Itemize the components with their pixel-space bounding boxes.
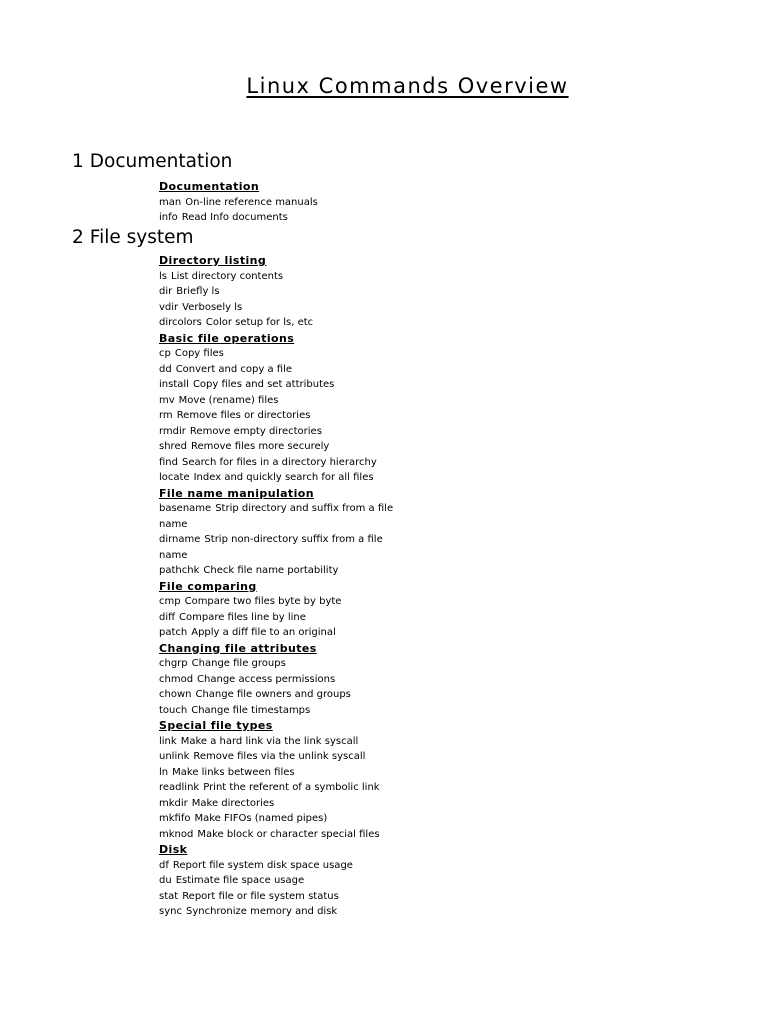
command-description: Change file owners and groups [195, 689, 351, 700]
command-name: chown [159, 689, 192, 700]
subheading-directory-listing: Directory listing [159, 254, 267, 267]
subheading-documentation: Documentation [159, 180, 260, 193]
command-description: Index and quickly search for all files [193, 472, 374, 483]
section-number: 2 [72, 227, 84, 248]
list-item [159, 346, 399, 362]
command-description: Change file timestamps [191, 704, 311, 716]
command-name: du [159, 875, 172, 886]
command-description: Report file system disk space usage [172, 859, 353, 871]
command-description: Report file or file system status [182, 890, 339, 902]
section-heading-documentation [72, 151, 232, 172]
command-name: vdir [159, 301, 179, 313]
command-name: chmod [159, 673, 194, 685]
list-item [159, 780, 399, 796]
command-description: Make links between files [172, 766, 295, 778]
command-name: basename [159, 503, 212, 514]
command-name: dir [159, 286, 173, 297]
command-description: Estimate file space usage [175, 875, 305, 886]
command-name: mv [159, 394, 175, 406]
list-item [159, 377, 399, 393]
subheading-file-name-manipulation: File name manipulation [159, 486, 314, 500]
list-item [159, 625, 399, 641]
command-name: mknod [159, 828, 194, 840]
list-item [159, 594, 399, 610]
list-item [159, 904, 399, 920]
command-name: cp [159, 348, 171, 359]
list-item [159, 749, 399, 765]
list-item [159, 501, 399, 532]
list-item [159, 610, 399, 626]
command-description: Print the referent of a symbolic link [203, 782, 380, 793]
command-description: Change access permissions [197, 673, 336, 685]
command-name: dirname [159, 534, 201, 545]
subheading-file-comparing: File comparing [159, 579, 257, 593]
list-item [159, 873, 399, 889]
section-documentation-entries [159, 179, 399, 226]
command-description: On-line reference manuals [185, 196, 318, 208]
command-name: ls [159, 270, 167, 282]
list-item [159, 656, 399, 672]
command-description: Copy files [174, 348, 224, 359]
command-name: dd [159, 363, 172, 375]
list-item [159, 532, 399, 563]
section-file-system-entries [159, 253, 399, 920]
list-item [159, 315, 399, 331]
list-item [159, 796, 399, 812]
section-title: File system [89, 227, 194, 248]
list-item [159, 300, 399, 316]
command-name: sync [159, 906, 182, 917]
section-title: Documentation [89, 151, 233, 172]
page-title: Linux Commands Overview [246, 74, 569, 98]
list-item [159, 765, 399, 781]
command-name: cmp [159, 596, 181, 607]
command-description: Remove files or directories [176, 410, 311, 421]
command-description: Make directories [191, 797, 275, 809]
command-description: Synchronize memory and disk [185, 906, 338, 917]
command-description: Remove files via the unlink syscall [193, 751, 366, 762]
list-item [159, 424, 399, 440]
list-item [159, 284, 399, 300]
list-item [159, 195, 399, 211]
list-item [159, 858, 399, 874]
command-description: Compare two files byte by byte [184, 596, 342, 607]
command-name: link [159, 735, 177, 747]
command-description: Make FIFOs (named pipes) [194, 813, 328, 824]
command-description: Remove empty directories [189, 425, 322, 437]
list-item [159, 811, 399, 827]
list-item [159, 362, 399, 378]
subheading-changing-file-attributes: Changing file attributes [159, 641, 317, 655]
command-name: unlink [159, 751, 190, 762]
command-name: locate [159, 472, 190, 483]
command-description: Move (rename) files [178, 394, 279, 406]
command-name: dircolors [159, 317, 202, 328]
command-name: mkdir [159, 797, 188, 809]
command-description: Make a hard link via the link syscall [180, 735, 359, 747]
command-description: Remove files more securely [190, 441, 330, 452]
command-description: Apply a diff file to an original [191, 627, 336, 638]
list-item [159, 269, 399, 285]
subheading-basic-file-operations: Basic file operations [159, 331, 295, 345]
list-item [159, 563, 399, 579]
list-item [159, 470, 399, 486]
list-item [159, 672, 399, 688]
command-description: Convert and copy a file [175, 363, 293, 375]
list-item [159, 408, 399, 424]
list-item [159, 687, 399, 703]
command-description: Briefly ls [176, 286, 220, 297]
command-description: Strip directory and suffix from a file name [159, 503, 394, 530]
list-item [159, 827, 399, 843]
command-description: Copy files and set attributes [192, 379, 335, 390]
list-item [159, 393, 399, 409]
command-name: ln [159, 766, 169, 778]
list-item [159, 439, 399, 455]
command-description: Search for files in a directory hierarchy [181, 456, 377, 468]
command-name: chgrp [159, 658, 188, 669]
command-description: Read Info documents [181, 212, 288, 223]
command-name: diff [159, 611, 176, 623]
list-item [159, 703, 399, 719]
command-name: install [159, 379, 189, 390]
command-name: man [159, 196, 182, 208]
command-description: Compare files line by line [179, 611, 306, 623]
command-name: rmdir [159, 425, 186, 437]
section-heading-file-system [72, 227, 194, 248]
command-name: mkfifo [159, 813, 191, 824]
command-description: Check file name portability [203, 565, 339, 576]
list-item [159, 210, 399, 226]
command-name: touch [159, 704, 188, 716]
command-name: patch [159, 627, 188, 638]
command-name: df [159, 859, 169, 871]
command-name: shred [159, 441, 187, 452]
list-item [159, 455, 399, 471]
command-description: Change file groups [191, 658, 286, 669]
command-description: Verbosely ls [182, 301, 243, 313]
command-name: rm [159, 410, 173, 421]
list-item [159, 889, 399, 905]
command-name: info [159, 212, 178, 223]
list-item [159, 734, 399, 750]
command-name: readlink [159, 782, 200, 793]
subheading-special-file-types: Special file types [159, 719, 273, 732]
subheading-disk: Disk [159, 843, 188, 856]
command-name: find [159, 456, 178, 468]
command-description: List directory contents [171, 270, 284, 282]
section-number: 1 [72, 151, 84, 172]
command-name: pathchk [159, 565, 200, 576]
command-description: Color setup for ls, etc [205, 317, 314, 328]
command-name: stat [159, 890, 179, 902]
command-description: Make block or character special files [197, 828, 380, 840]
command-description: Strip non-directory suffix from a file name [159, 534, 383, 561]
